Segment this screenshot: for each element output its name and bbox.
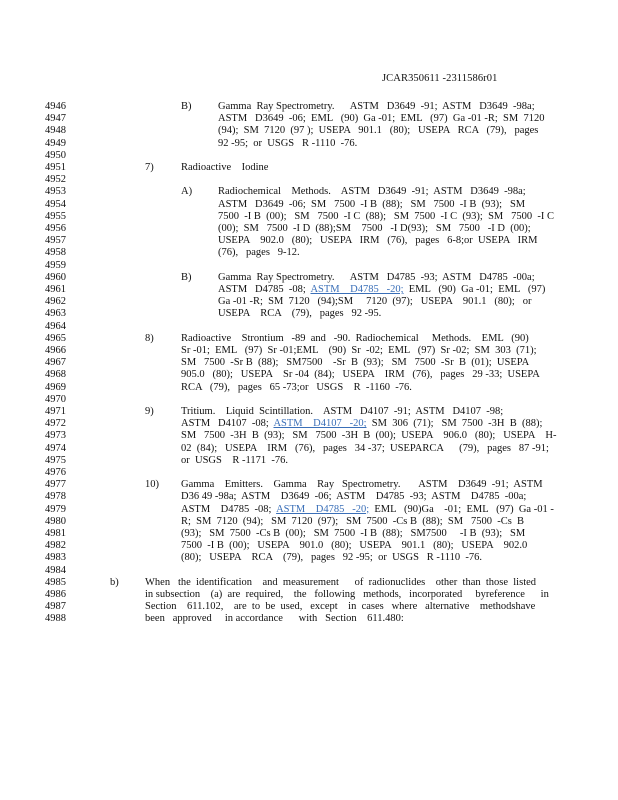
line-number: 4978 <box>45 491 66 503</box>
line-text: Radiochemical Methods. ASTM D3649 -91; ASTM D3649 -98a; <box>218 186 526 198</box>
line-number: 4972 <box>45 418 66 430</box>
line-number: 4960 <box>45 271 66 283</box>
line-number: 4971 <box>45 406 66 417</box>
line-text: SM 7500 -Sr B (88); SM7500 -Sr B (93); SM 7500 -Sr B (01); USEPA <box>181 357 530 369</box>
line-text: Ga -01 -R; SM 7120 (94);SM 7120 (97); USEPA 901.1 (80); or <box>218 296 532 308</box>
line-text: (94); SM 7120 (97 ); USEPA 901.1 (80); USEPA RCA (79), pages <box>218 125 539 137</box>
line-text: RCA (79), pages 65 -73;or USGS R -1160 -76. <box>181 381 412 393</box>
line-number: 4959 <box>45 259 66 271</box>
line-text: When the identification and measurement of radionuclides other than those listed <box>145 576 537 588</box>
line-number: 4967 <box>45 357 66 369</box>
line-number: 4970 <box>45 393 66 405</box>
line-text: USEPA 902.0 (80); USEPA IRM (76), pages 6-8;or USEPA IRM <box>218 235 538 247</box>
line-number: 4979 <box>45 503 66 515</box>
line-text-pre: ASTM D4107 -08; <box>181 418 274 430</box>
line-text: ASTM D3649 -06; SM 7500 -I B (88); SM 7500 -I B (93); SM <box>218 198 526 210</box>
item-label: A) <box>181 186 193 198</box>
line-number: 4981 <box>45 528 66 539</box>
line-number: 4976 <box>45 467 66 478</box>
line-number: 4953 <box>45 186 66 198</box>
line-text: SM 7500 -3H B (93); SM 7500 -3H B (00); USEPA 906.0 (80); USEPA H- <box>181 430 557 442</box>
line-number: 4982 <box>45 540 66 552</box>
line-number: 4952 <box>45 174 66 186</box>
line-number: 4958 <box>45 247 66 259</box>
line-text: Gamma Ray Spectrometry. ASTM D3649 -91; ASTM D3649 -98a; <box>218 101 535 112</box>
item-label: 10) <box>145 479 159 491</box>
line-number: 4954 <box>45 198 66 210</box>
line-text-pre: ASTM D4785 -08; <box>181 503 277 515</box>
document-id: JCAR350611 -2311586r01 <box>382 73 498 84</box>
line-text: (93); SM 7500 -Cs B (00); SM 7500 -I B (88); SM7500 -I B (93); SM <box>181 528 526 539</box>
item-label: 9) <box>145 406 154 417</box>
line-text: R; SM 7120 (94); SM 7120 (97); SM 7500 -Cs B (88); SM 7500 -Cs B <box>181 515 525 527</box>
line-text-pre: ASTM D4785 -08; <box>218 284 311 295</box>
line-number: 4962 <box>45 296 66 308</box>
line-number: 4988 <box>45 613 66 625</box>
line-number: 4977 <box>45 479 66 491</box>
line-number: 4975 <box>45 454 66 466</box>
line-text <box>218 284 545 296</box>
line-number: 4964 <box>45 320 66 332</box>
line-number: 4986 <box>45 589 66 600</box>
line-number: 4955 <box>45 210 66 222</box>
inserted-text: ASTM D4107 -20; <box>273 418 367 430</box>
item-label: 8) <box>145 332 154 344</box>
line-text-post: EML (90)Ga -01; EML (97) Ga -01 - <box>369 503 554 515</box>
inserted-text: ASTM D4785 -20; <box>276 503 370 515</box>
line-number: 4973 <box>45 430 66 442</box>
line-number: 4946 <box>45 101 66 112</box>
line-text: ASTM D3649 -06; EML (90) Ga -01; EML (97) Ga -01 -R; SM 7120 <box>218 113 545 125</box>
line-text <box>181 504 554 516</box>
line-number: 4957 <box>45 235 66 247</box>
line-number: 4985 <box>45 576 66 588</box>
line-text: Radioactive Strontium -89 and -90. Radiochemical Methods. EML (90) <box>181 332 529 344</box>
line-text: or USGS R -1171 -76. <box>181 454 288 466</box>
line-number: 4968 <box>45 369 66 381</box>
item-label: B) <box>181 101 192 112</box>
line-text: (76), pages 9-12. <box>218 247 300 259</box>
line-number: 4969 <box>45 381 66 393</box>
line-text: 92 -95; or USGS R -1110 -76. <box>218 137 358 149</box>
item-label: B) <box>181 271 192 283</box>
line-text: Gamma Ray Spectrometry. ASTM D4785 -93; ASTM D4785 -00a; <box>218 271 535 283</box>
line-text: 02 (84); USEPA IRM (76), pages 34 -37; USEPARCA (79), pages 87 -91; <box>181 442 549 454</box>
line-text: Section 611.102, are to be used, except in cases where alternative methodshave <box>145 601 536 613</box>
line-number: 4963 <box>45 308 66 320</box>
line-text: Sr -01; EML (97) Sr -01;EML (90) Sr -02; EML (97) Sr -02; SM 303 (71); <box>181 345 537 356</box>
line-text: 7500 -I B (00); USEPA 901.0 (80); USEPA 901.1 (80); USEPA 902.0 <box>181 540 528 552</box>
line-text: Tritium. Liquid Scintillation. ASTM D4107 -91; ASTM D4107 -98; <box>181 406 504 417</box>
line-number: 4983 <box>45 552 66 564</box>
line-number: 4980 <box>45 515 66 527</box>
line-number: 4961 <box>45 284 66 295</box>
line-text: Gamma Emitters. Gamma Ray Spectrometry. ASTM D3649 -91; ASTM <box>181 479 543 491</box>
line-number: 4965 <box>45 332 66 344</box>
line-number: 4956 <box>45 223 66 234</box>
line-number: 4966 <box>45 345 66 356</box>
line-text-post: EML (90) Ga -01; EML (97) <box>403 284 546 295</box>
line-number: 4948 <box>45 125 66 137</box>
item-label: b) <box>110 576 119 588</box>
line-text <box>181 418 542 430</box>
line-number: 4974 <box>45 442 66 454</box>
line-number: 4951 <box>45 162 66 173</box>
line-text: D36 49 -98a; ASTM D3649 -06; ASTM D4785 -93; ASTM D4785 -00a; <box>181 491 527 503</box>
line-number: 4947 <box>45 113 66 125</box>
line-text: been approved in accordance with Section 611.480: <box>145 613 404 625</box>
line-text: Radioactive Iodine <box>181 162 269 173</box>
line-text: in subsection (a) are required, the following methods, incorporated byreference in <box>145 589 549 600</box>
inserted-text: ASTM D4785 -20; <box>310 284 404 295</box>
line-text: (80); USEPA RCA (79), pages 92 -95; or USGS R -1110 -76. <box>181 552 483 564</box>
line-number: 4950 <box>45 149 66 161</box>
line-number: 4984 <box>45 564 66 576</box>
line-text: (00); SM 7500 -I D (88);SM 7500 -I D(93); SM 7500 -I D (00); <box>218 223 531 234</box>
line-number: 4949 <box>45 137 66 149</box>
item-label: 7) <box>145 162 154 173</box>
line-text-post: SM 306 (71); SM 7500 -3H B (88); <box>366 418 543 430</box>
line-text: USEPA RCA (79), pages 92 -95. <box>218 308 382 320</box>
line-text: 7500 -I B (00); SM 7500 -I C (88); SM 7500 -I C (93); SM 7500 -I C <box>218 210 554 222</box>
line-number: 4987 <box>45 601 66 613</box>
line-text: 905.0 (80); USEPA Sr -04 (84); USEPA IRM (76), pages 29 -33; USEPA <box>181 369 540 381</box>
